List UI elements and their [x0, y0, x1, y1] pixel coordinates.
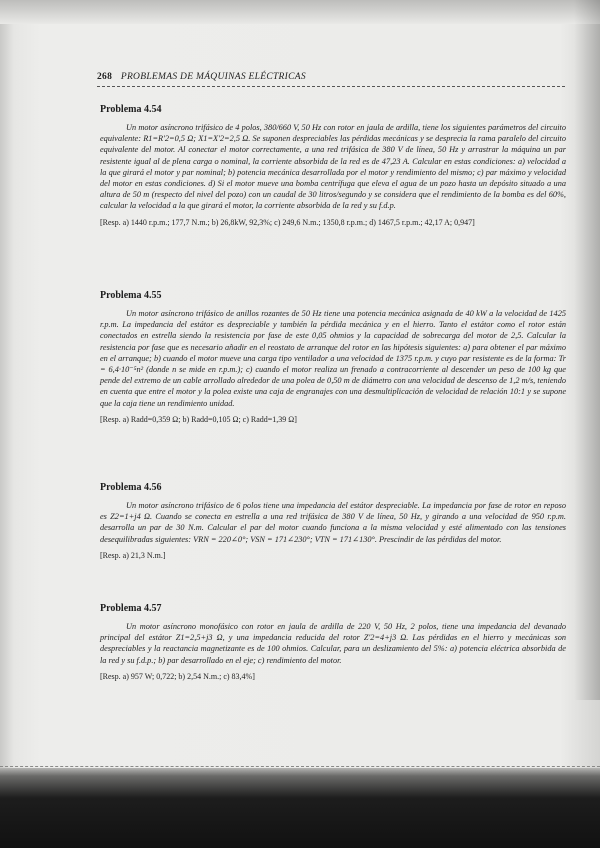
running-header [97, 72, 565, 86]
running-title: PROBLEMAS DE MÁQUINAS ELÉCTRICAS [120, 72, 306, 82]
problem-statement: Un motor asíncrono trifásico de 6 polos tiene una impedancia del estátor despreciable. La impedancia por fase de rotor en reposo es Z2=1+j4 Ω. Cuando se conecta en estrella a una red trifásica de 380 V de línea, 50 Hz, y girando a una velocidad de 950 r.p.m. desarrolla un par de 30 N.m. Calcular el par del motor cuando funciona a la misma velocidad y esté alimentado con las tensiones desequilibradas siguientes: VRN = 220∠0°; VSN = 171∠230°; VTN = 171∠130°. Prescindir de las pérdidas del motor. [100, 501, 566, 544]
problem-statement: Un motor asíncrono monofásico con rotor en jaula de ardilla de 220 V, 50 Hz, 2 polos, tiene una impedancia del devanado principal del estátor Z1=2,5+j3 Ω, y una impedancia reducida del rotor Z'2=4+j3 Ω. Las pérdidas en el hierro y mecánicas son despreciables y la reactancia magnetizante es de 100 ohmios. Calcular, para un deslizamiento del 5%: a) potencia eléctrica absorbida de la red y su f.d.p.; b) par desarrollado en el eje; c) rendimiento del motor. [100, 622, 566, 665]
problem-answer: [Resp. a) 957 W; 0,722; b) 2,54 N.m.; c) 83,4%] [100, 671, 255, 681]
problem-statement: Un motor asíncrono trifásico de anillos rozantes de 50 Hz tiene una potencia mecánica asignada de 40 kW a la velocidad de 1425 r.p.m. La impedancia del estátor es despreciable y también la pérdida mecánica y en el hierro. Tanto el estátor como el rotor están conectados en estrella siendo la resistencia por fase de este 0,05 ohmios y la capacidad de sobrecarga del motor de 2,5. Calcular la resistencia por fase que es necesario añadir en el reostato de arranque del rotor en las hipótesis siguientes: a) para obtener el par máximo en el arranque; b) cuando el motor mueve una carga tipo ventilador a una velocidad de 1375 r.p.m. y cuyo par resistente es de la forma: Tr = 6,4·10⁻⁵n² (donde n se mide en r.p.m.); c) cuando el motor realiza un frenado a contracorriente al descender un peso de 100 kg que pende del extremo de un cable arrollado alrededor de una polea de 0,50 m de diámetro con una velocidad de descenso de 1,2 m/s, teniendo en cuenta que entre el motor y la polea existe una caja de engranajes con una desmultiplicación de velocidad de relación 10:1 y se supone que la caja tiene un rendimiento unidad. [100, 309, 566, 408]
page-number: 268 [97, 72, 113, 82]
header-rule [97, 86, 565, 87]
scan-dark-bottom-band [0, 768, 600, 848]
problem-answer: [Resp. a) Radd=0,359 Ω; b) Radd=0,105 Ω; c) Radd=1,39 Ω] [100, 414, 297, 424]
problem-answer: [Resp. a) 21,3 N.m.] [100, 550, 166, 560]
problem-title: Problema 4.56 [100, 482, 162, 493]
scan-right-shadow [574, 0, 600, 700]
problem-4-55 [100, 290, 566, 425]
scan-bottom-rule [0, 766, 600, 767]
problem-title: Problema 4.57 [100, 603, 162, 614]
problem-4-56 [100, 482, 566, 561]
problem-4-54 [100, 104, 566, 228]
problem-answer: [Resp. a) 1440 r.p.m.; 177,7 N.m.; b) 26,8kW, 92,3%; c) 249,6 N.m.; 1350,8 r.p.m.; d) 1467,5 r.p.m.; 42,17 A; 0,947] [100, 217, 475, 227]
problem-title: Problema 4.54 [100, 104, 162, 115]
problem-statement: Un motor asíncrono trifásico de 4 polos, 380/660 V, 50 Hz con rotor en jaula de ardilla, tiene los siguientes parámetros del circuito equivalente: R1=R'2=0,5 Ω; X1=X'2=2,5 Ω. Se suponen despreciables las pérdidas mecánicas y se desprecia la rama paralelo del circuito equivalente del motor. Al conectar el motor correctamente, a una red trifásica de 380 V de línea, 50 Hz y arrastrar la máquina un par resistente igual al de plena carga o nominal, la corriente absorbida de la red es de 47,23 A. Calcular en estas condiciones: a) velocidad a la que girará el motor y par nominal; b) potencia mecánica desarrollada por el motor y rendimiento del mismo; c) par máximo y velocidad del motor en estas condiciones. d) Si el motor mueve una bomba centrífuga que eleva el agua de un pozo hasta un depósito situado a una altura de 50 m (respecto del nivel del pozo) con un caudal de 30 litros/segundo y se considera que el rendimiento de la bomba es del 60%, calcular la velocidad a la que girará el motor, la corriente absorbida de la red y su f.d.p. [100, 123, 566, 211]
problem-4-57 [100, 603, 566, 682]
scan-top-shadow [0, 0, 600, 24]
problem-title: Problema 4.55 [100, 290, 162, 301]
